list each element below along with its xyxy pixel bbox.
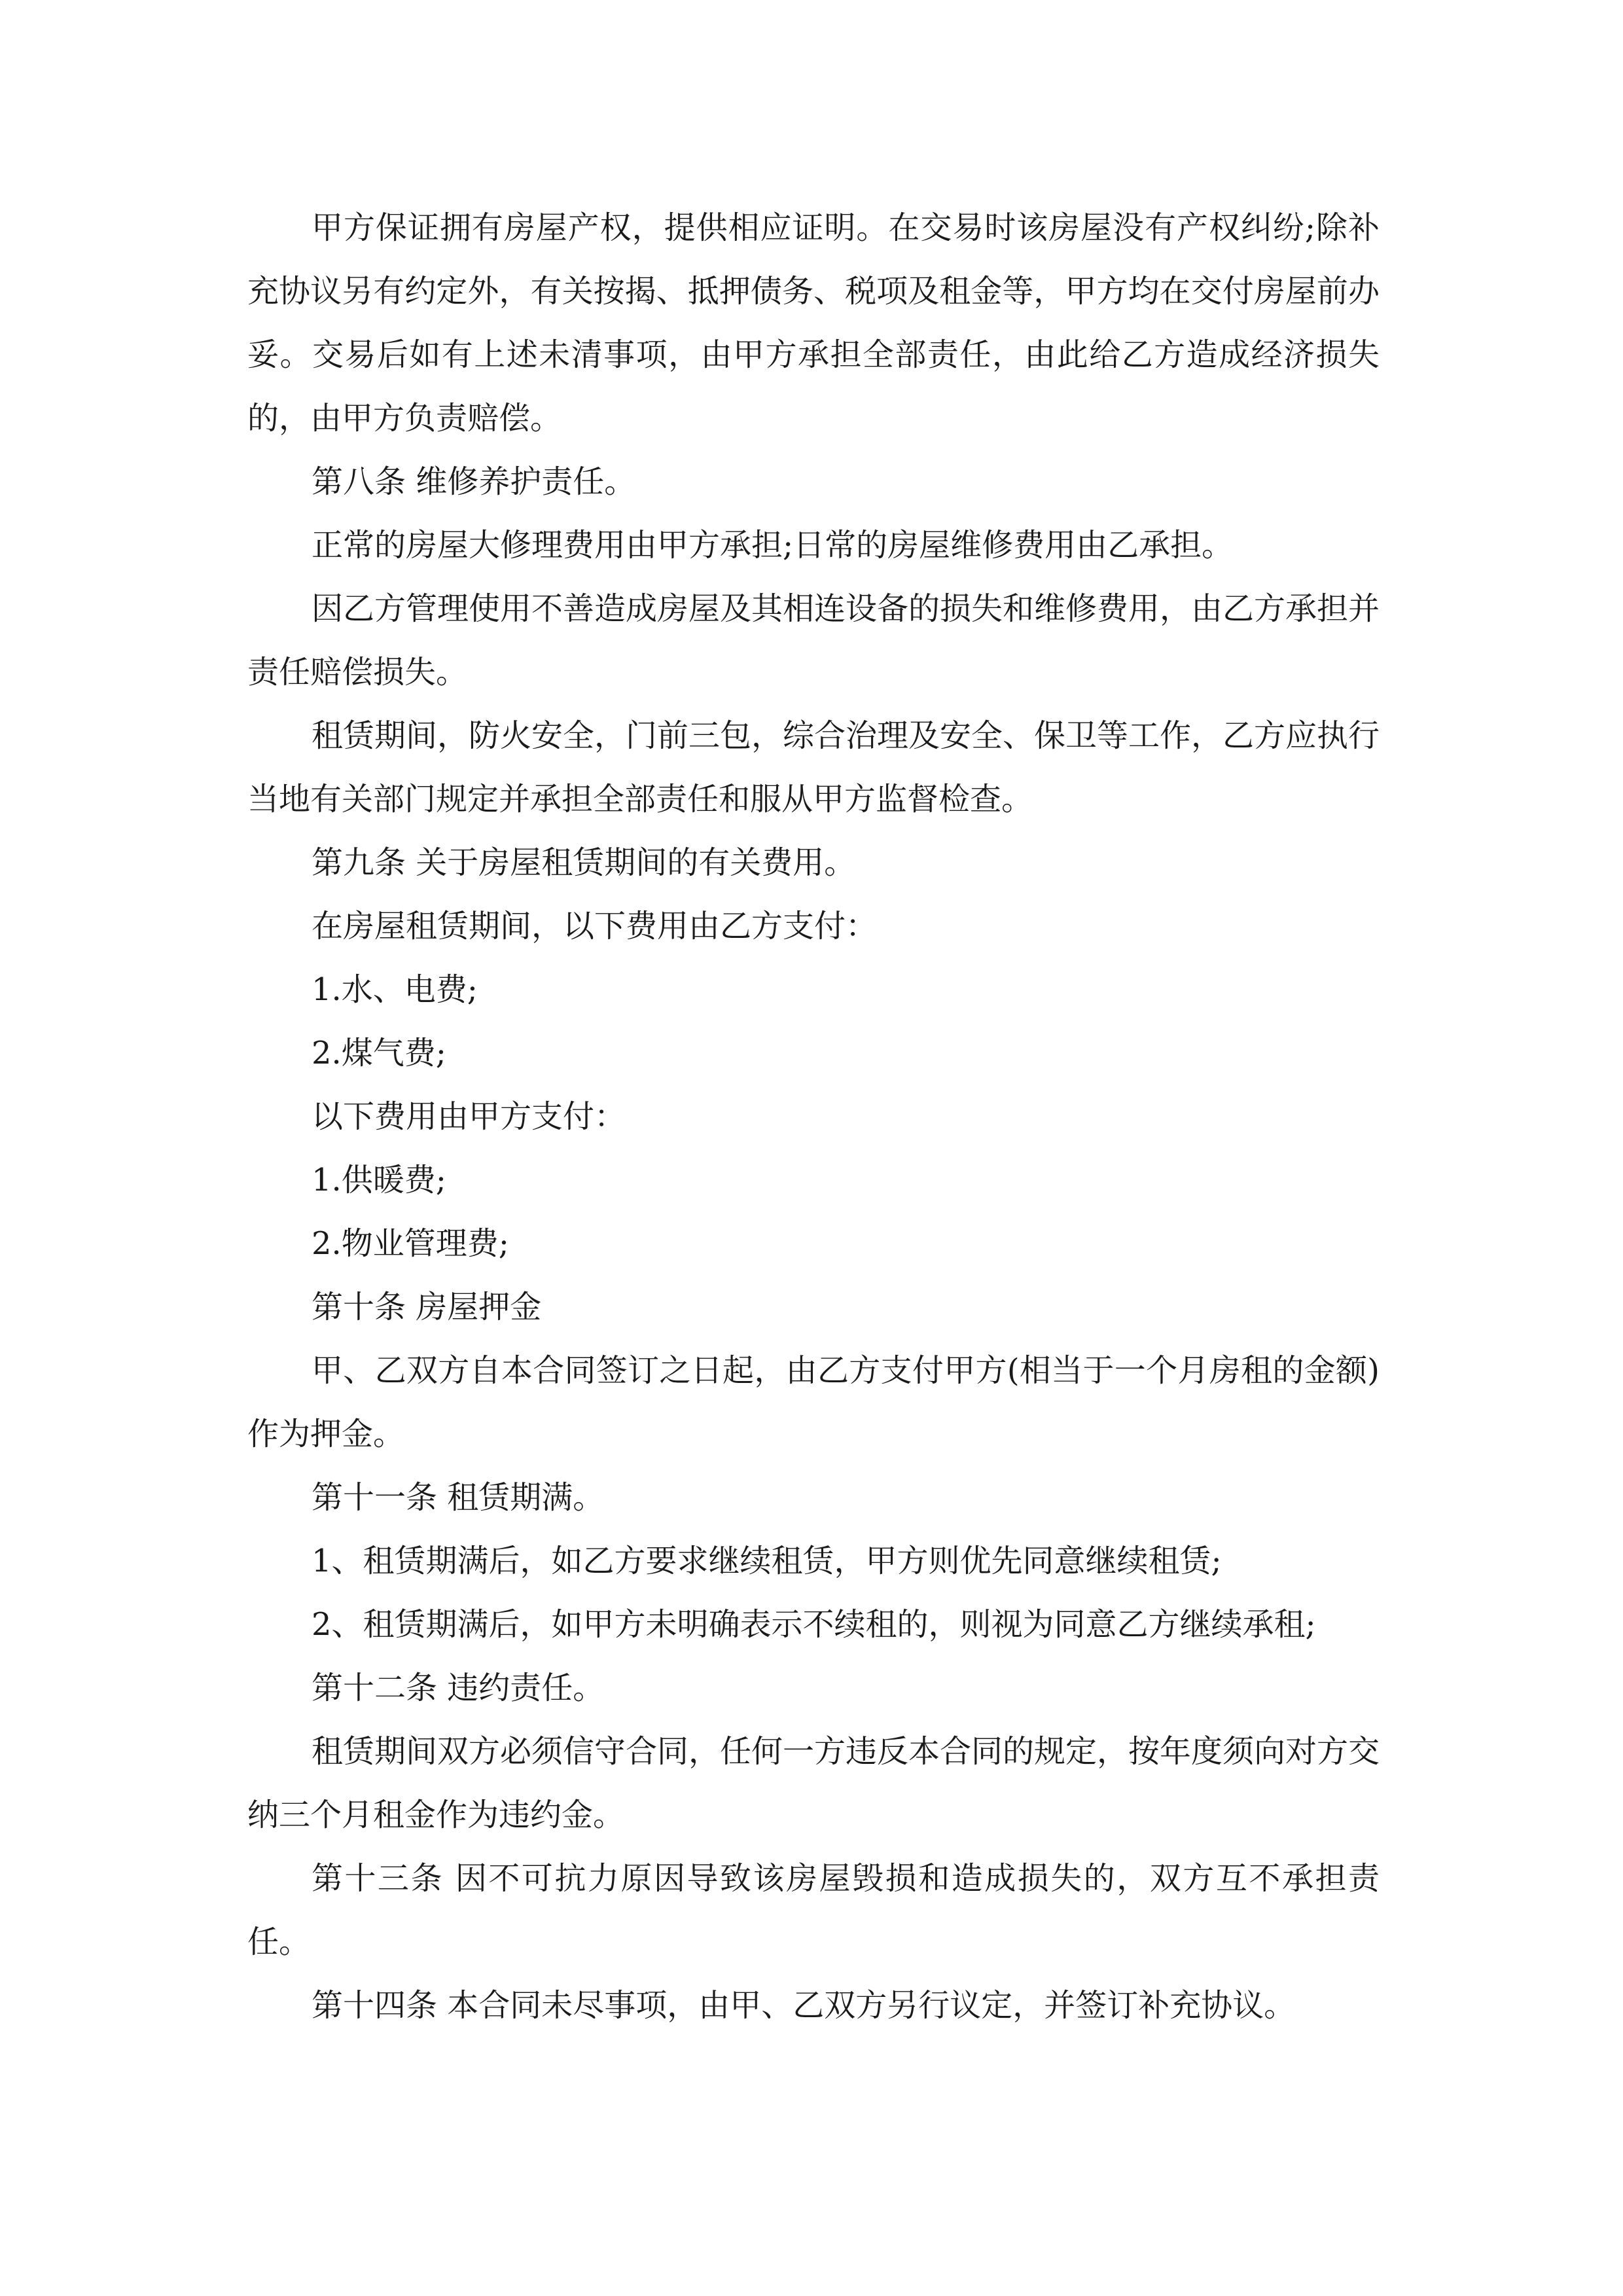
- paragraph-damage-liability: 因乙方管理使用不善造成房屋及其相连设备的损失和维修费用，由乙方承担并责任赔偿损失。: [247, 590, 1380, 691]
- article-11-title: 第十一条 租赁期满。: [312, 1479, 605, 1516]
- paragraph-deposit: 甲、乙双方自本合同签订之日起，由乙方支付甲方(相当于一个月房租的金额)作为押金。: [247, 1352, 1380, 1452]
- document-body: [247, 196, 1380, 2037]
- article-12-title: 第十二条 违约责任。: [312, 1670, 605, 1706]
- list-item-heating: 1.供暖费;: [312, 1162, 446, 1198]
- list-item-implied-renewal: 2、租赁期满后，如甲方未明确表示不续租的，则视为同意乙方继续承租;: [312, 1606, 1316, 1643]
- article-13-force-majeure: 第十三条 因不可抗力原因导致该房屋毁损和造成损失的，双方互不承担责任。: [247, 1860, 1380, 1960]
- paragraph-landlord-guarantee: 甲方保证拥有房屋产权，提供相应证明。在交易时该房屋没有产权纠纷;除补充协议另有约定外，有关按揭、抵押债务、税项及租金等，甲方均在交付房屋前办妥。交易后如有上述未清事项，由甲方承担全部责任，由此给乙方造成经济损失的，由甲方负责赔偿。: [247, 209, 1380, 437]
- paragraph-landlord-fees-intro: 以下费用由甲方支付：: [312, 1098, 626, 1135]
- list-item-water-electricity: 1.水、电费;: [312, 971, 478, 1008]
- paragraph-safety-duties: 租赁期间，防火安全，门前三包，综合治理及安全、保卫等工作，乙方应执行当地有关部门规定并承担全部责任和服从甲方监督检查。: [247, 717, 1380, 817]
- list-item-property-management: 2.物业管理费;: [312, 1225, 509, 1262]
- article-9-title: 第九条 关于房屋租赁期间的有关费用。: [312, 844, 856, 881]
- paragraph-tenant-fees-intro: 在房屋租赁期间，以下费用由乙方支付：: [312, 908, 878, 944]
- paragraph-major-repairs: 正常的房屋大修理费用由甲方承担;日常的房屋维修费用由乙承担。: [312, 527, 1234, 564]
- article-14-supplementary: 第十四条 本合同未尽事项，由甲、乙双方另行议定，并签订补充协议。: [312, 1987, 1296, 2024]
- article-10-title: 第十条 房屋押金: [312, 1289, 542, 1325]
- paragraph-breach-penalty: 租赁期间双方必须信守合同，任何一方违反本合同的规定，按年度须向对方交纳三个月租金作为违约金。: [247, 1733, 1380, 1833]
- list-item-renewal-priority: 1、租赁期满后，如乙方要求继续租赁，甲方则优先同意继续租赁;: [312, 1543, 1222, 1579]
- article-8-title: 第八条 维修养护责任。: [312, 463, 636, 500]
- list-item-gas: 2.煤气费;: [312, 1035, 446, 1071]
